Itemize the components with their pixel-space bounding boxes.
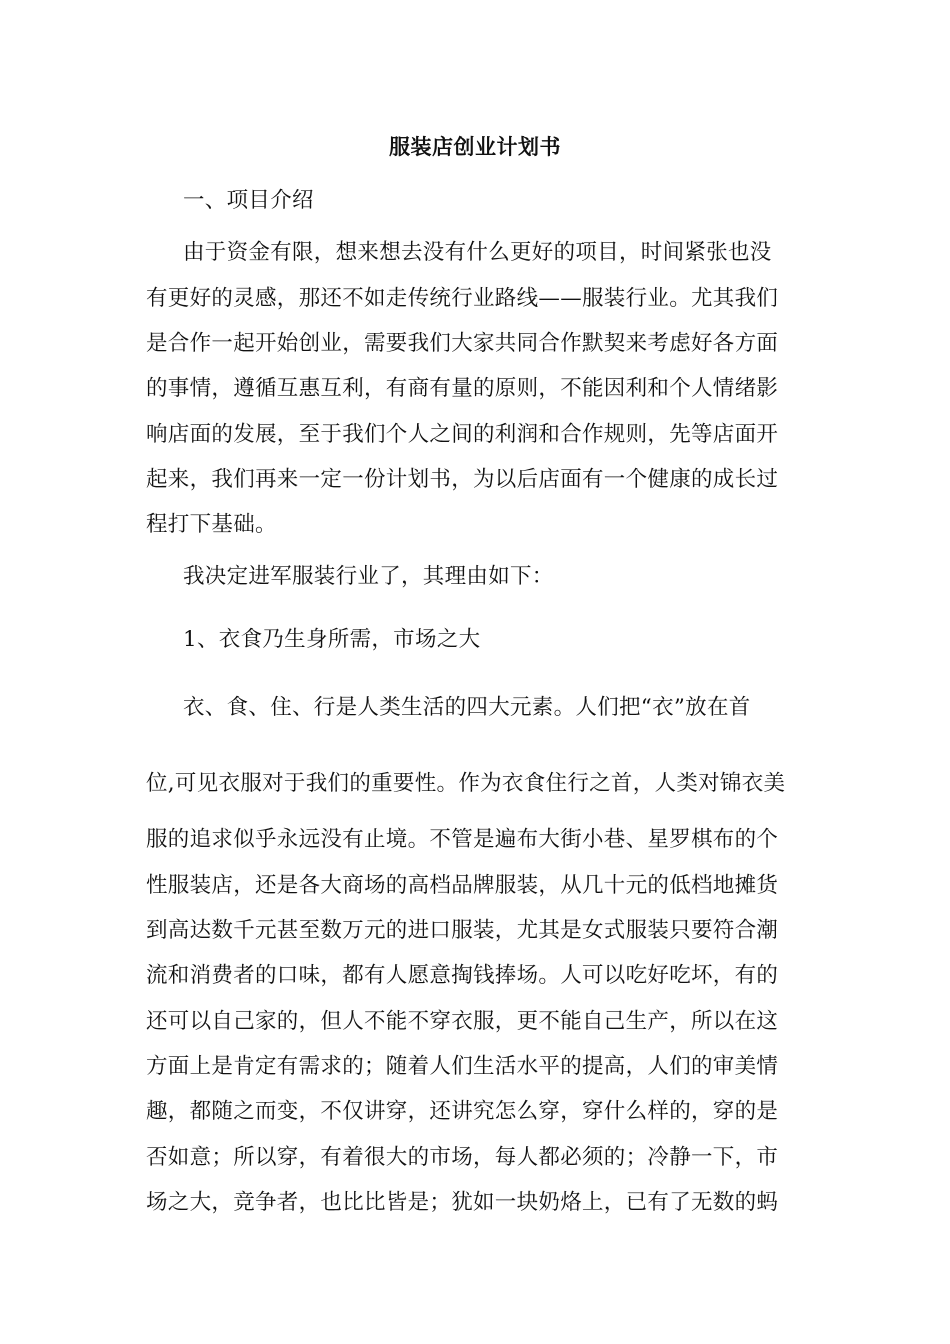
paragraph-line: 方面上是肯定有需求的；随着人们生活水平的提高，人们的审美情 [146,1054,779,1079]
paragraph-line: 我决定进军服装行业了，其理由如下： [183,564,554,589]
paragraph-line: 起来，我们再来一定一份计划书，为以后店面有一个健康的成长过 [146,467,779,492]
paragraph-line: 场之大，竞争者，也比比皆是；犹如一块奶烙上，已有了无数的蚂 [146,1190,779,1215]
paragraph-line: 还可以自己家的，但人不能不穿衣服，更不能自己生产，所以在这 [146,1009,779,1034]
paragraph-line: 有更好的灵感，那还不如走传统行业路线——服装行业。尤其我们 [146,286,779,311]
paragraph-line: 到高达数千元甚至数万元的进口服装，尤其是女式服装只要符合潮 [146,918,779,943]
paragraph-line: 位,可见衣服对于我们的重要性。作为衣食住行之首，人类对锦衣美 [146,771,786,796]
paragraph-line: 是合作一起开始创业，需要我们大家共同合作默契来考虑好各方面 [146,331,779,356]
subheading: 1、衣食乃生身所需，市场之大 [183,627,481,652]
paragraph-line: 趣，都随之而变，不仅讲穿，还讲究怎么穿，穿什么样的，穿的是 [146,1099,779,1124]
paragraph-line: 程打下基础。 [146,512,277,537]
document-title: 服装店创业计划书 [389,134,561,159]
paragraph-line: 服的追求似乎永远没有止境。不管是遍布大街小巷、星罗棋布的个 [146,827,779,852]
paragraph-line: 否如意；所以穿，有着很大的市场，每人都必须的；冷静一下，市 [146,1145,779,1170]
paragraph-line: 由于资金有限，想来想去没有什么更好的项目，时间紧张也没 [183,240,772,265]
paragraph-line: 的事情，遵循互惠互利，有商有量的原则，不能因利和个人情绪影 [146,376,779,401]
paragraph-line: 性服装店，还是各大商场的高档品牌服装，从几十元的低档地摊货 [146,873,779,898]
paragraph-line: 响店面的发展，至于我们个人之间的利润和合作规则，先等店面开 [146,422,779,447]
paragraph-line: 流和消费者的口味，都有人愿意掏钱捧场。人可以吃好吃坏，有的 [146,963,779,988]
paragraph-line: 衣、食、住、行是人类生活的四大元素。人们把“衣”放在首 [183,695,751,720]
section-heading: 一、项目介绍 [183,188,314,213]
